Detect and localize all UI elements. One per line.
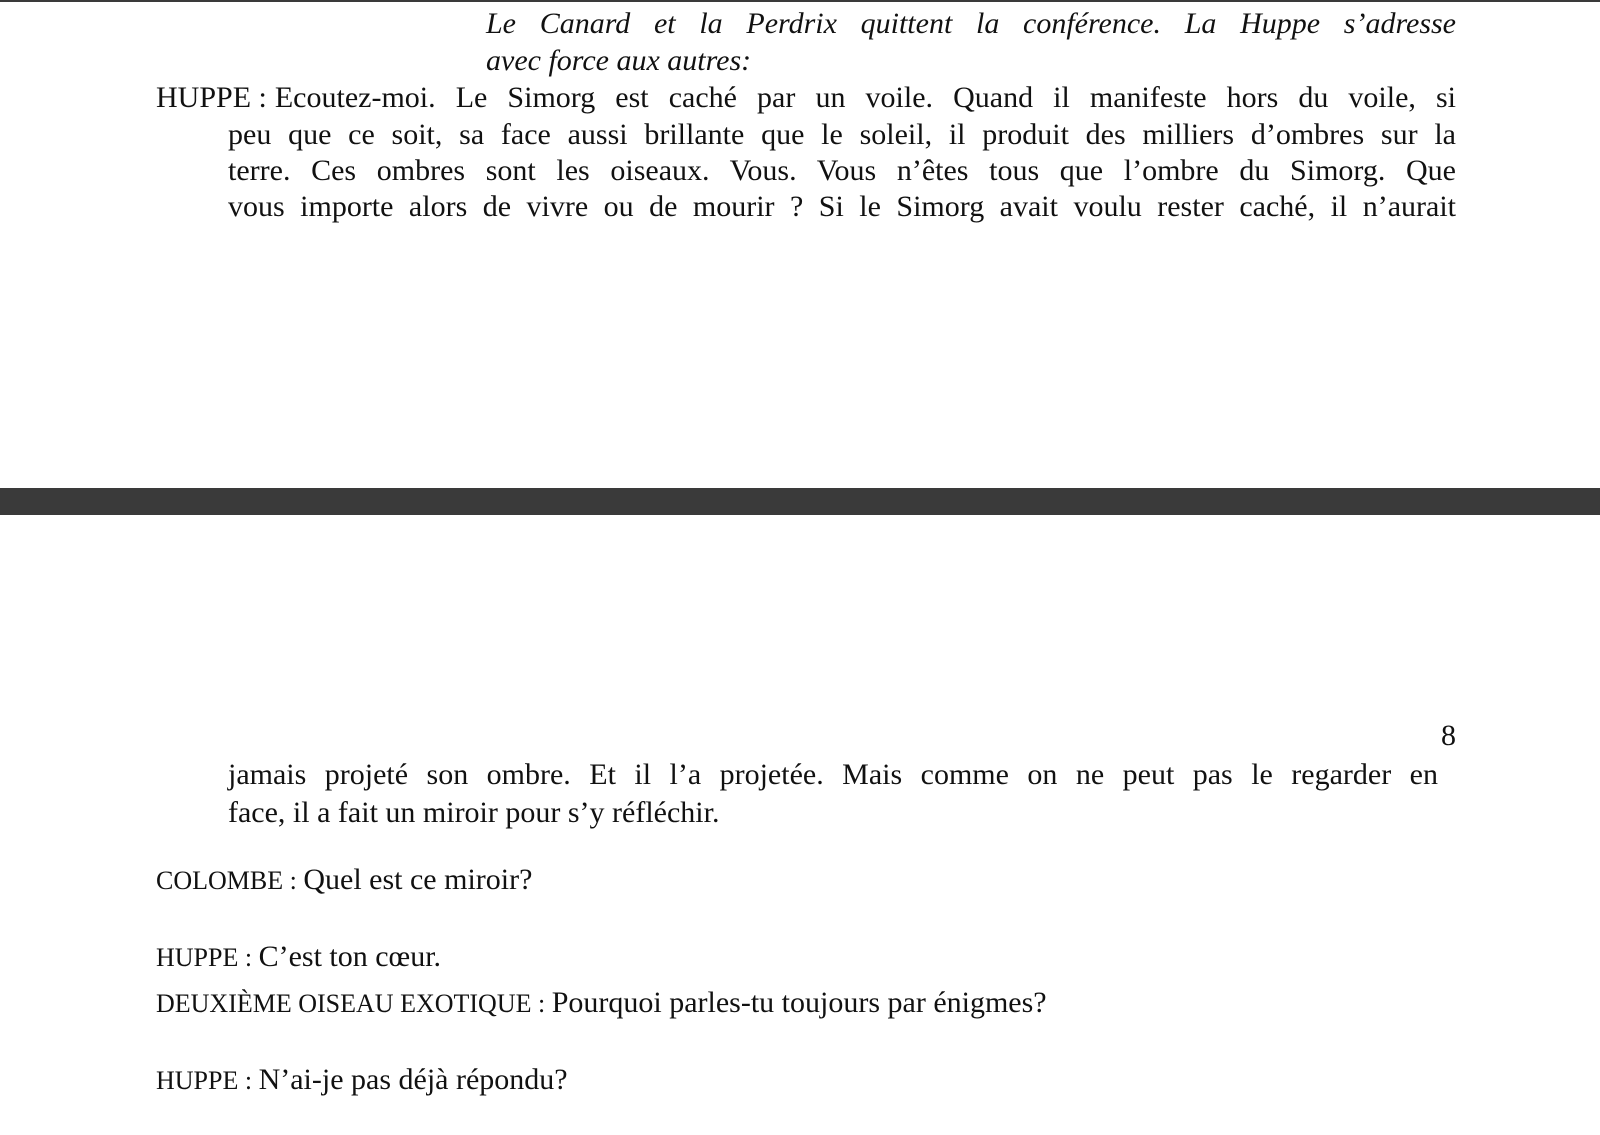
speaker-name: HUPPE : xyxy=(156,81,267,114)
dialogue-text: C’est ton cœur. xyxy=(258,940,442,973)
speaker-name: COLOMBE : xyxy=(156,866,304,895)
dialogue-entry xyxy=(156,939,441,976)
dialogue-text: Ecoutez-moi. Le Simorg est caché par un voile. Quand il manifeste hors du voile, si xyxy=(274,81,1456,114)
dialogue-entry xyxy=(156,1062,568,1099)
speaker-name: DEUXIÈME OISEAU EXOTIQUE : xyxy=(156,989,552,1018)
dialogue-entry xyxy=(156,985,1047,1022)
dialogue-line: vous importe alors de vivre ou de mourir ? Si le Simorg avait voulu rester caché, il n’aurait xyxy=(228,190,1456,223)
top-edge-rule xyxy=(0,0,1600,2)
stage-direction-line: Le Canard et la Perdrix quittent la conférence. La Huppe s’adresse xyxy=(486,7,1456,40)
dialogue-line: peu que ce soit, sa face aussi brillante que le soleil, il produit des milliers d’ombres sur la xyxy=(228,118,1456,151)
speaker-name: HUPPE : xyxy=(156,943,259,972)
stage-direction-line: avec force aux autres: xyxy=(486,44,752,77)
dialogue-text: Pourquoi parles-tu toujours par énigmes? xyxy=(551,986,1047,1019)
dialogue-line: face, il a fait un miroir pour s’y réfléchir. xyxy=(228,796,720,829)
dialogue-entry xyxy=(156,862,532,899)
dialogue-line: jamais projeté son ombre. Et il l’a projetée. Mais comme on ne peut pas le regarder en xyxy=(228,758,1438,791)
dialogue-text: Quel est ce miroir? xyxy=(303,863,533,896)
page-number: 8 xyxy=(1441,719,1456,752)
document-page-upper xyxy=(0,0,1600,488)
dialogue-line xyxy=(156,80,1456,116)
dialogue-line: terre. Ces ombres sont les oiseaux. Vous. Vous n’êtes tous que l’ombre du Simorg. Que xyxy=(228,154,1456,187)
dialogue-text: N’ai-je pas déjà répondu? xyxy=(258,1063,568,1096)
page-break-separator xyxy=(0,488,1600,515)
speaker-name: HUPPE : xyxy=(156,1066,259,1095)
